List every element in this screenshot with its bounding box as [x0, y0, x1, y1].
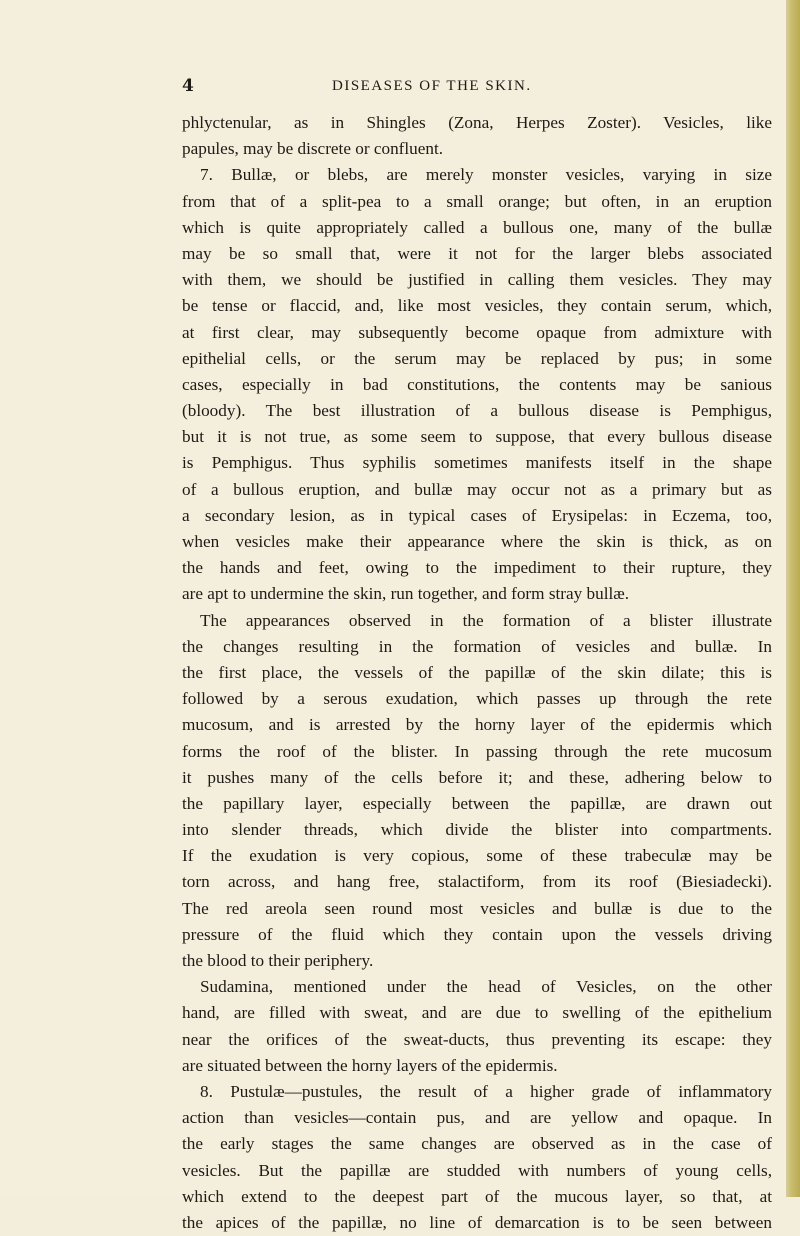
text-line: with them, we should be justified in calling them vesicles. They may	[182, 270, 772, 290]
text-line: torn across, and hang free, stalactiform, from its roof (Biesiadecki).	[182, 872, 772, 892]
text-line: it pushes many of the cells before it; and these, adhering below to	[182, 767, 772, 787]
text-line: pressure of the fluid which they contain upon the vessels driving	[182, 924, 772, 944]
text-line: the first place, the vessels of the papillæ of the skin dilate; this is	[182, 662, 772, 682]
text-line: vesicles. But the papillæ are studded with numbers of young cells,	[182, 1160, 772, 1180]
text-line: of a bullous eruption, and bullæ may occur not as a primary but as	[182, 479, 772, 499]
text-line: but it is not true, as some seem to suppose, that every bullous disease	[182, 427, 772, 447]
text-line: action than vesicles—contain pus, and are yellow and opaque. In	[182, 1108, 772, 1128]
text-line: the changes resulting in the formation of vesicles and bullæ. In	[182, 636, 772, 656]
text-line: cases, especially in bad constitutions, the contents may be sanious	[182, 374, 772, 394]
text-line: near the orifices of the sweat-ducts, thus preventing its escape: they	[182, 1029, 772, 1049]
text-line: followed by a serous exudation, which passes up through the rete	[182, 689, 772, 709]
text-line: The red areola seen round most vesicles and bullæ is due to the	[182, 898, 772, 918]
text-line: which is quite appropriately called a bullous one, many of the bullæ	[182, 217, 772, 237]
text-line: at first clear, may subsequently become opaque from admixture with	[182, 322, 772, 342]
page-number: 4	[182, 76, 194, 96]
text-line: into slender threads, which divide the blister into compartments.	[182, 820, 772, 840]
body-text	[182, 110, 772, 1236]
text-line: be tense or flaccid, and, like most vesicles, they contain serum, which,	[182, 296, 772, 316]
text-line: 7. Bullæ, or blebs, are merely monster vesicles, varying in size	[200, 165, 772, 185]
text-line: (bloody). The best illustration of a bullous disease is Pemphigus,	[182, 401, 772, 421]
text-line: are situated between the horny layers of the epidermis.	[182, 1055, 558, 1075]
running-title: DISEASES OF THE SKIN.	[332, 78, 532, 94]
text-line: 8. Pustulæ—pustules, the result of a higher grade of inflammatory	[200, 1081, 772, 1101]
text-line: which extend to the deepest part of the mucous layer, so that, at	[182, 1186, 772, 1206]
text-line: hand, are filled with sweat, and are due to swelling of the epithelium	[182, 1003, 772, 1023]
text-line: mucosum, and is arrested by the horny layer of the epidermis which	[182, 715, 772, 735]
text-line: If the exudation is very copious, some of these trabeculæ may be	[182, 846, 772, 866]
text-line: The appearances observed in the formation of a blister illustrate	[200, 610, 772, 630]
text-line: may be so small that, were it not for the larger blebs associated	[182, 243, 772, 263]
text-line: the apices of the papillæ, no line of demarcation is to be seen between	[182, 1212, 772, 1232]
text-line: is Pemphigus. Thus syphilis sometimes manifests itself in the shape	[182, 453, 772, 473]
page-header	[0, 76, 800, 100]
text-line: are apt to undermine the skin, run together, and form stray bullæ.	[182, 584, 630, 604]
text-line: forms the roof of the blister. In passing through the rete mucosum	[182, 741, 772, 761]
text-line: phlyctenular, as in Shingles (Zona, Herpes Zoster). Vesicles, like	[182, 113, 772, 132]
text-line: the papillary layer, especially between the papillæ, are drawn out	[182, 793, 772, 813]
page-edge	[786, 0, 800, 1197]
text-line: a secondary lesion, as in typical cases of Erysipelas: in Eczema, too,	[182, 505, 772, 525]
text-line: from that of a split-pea to a small orange; but often, in an eruption	[182, 191, 772, 211]
text-line: when vesicles make their appearance where the skin is thick, as on	[182, 532, 772, 551]
text-line: papules, may be discrete or confluent.	[182, 139, 444, 159]
text-line: the early stages the same changes are observed as in the case of	[182, 1134, 772, 1154]
text-line: the hands and feet, owing to the impediment to their rupture, they	[182, 558, 772, 578]
text-line: the blood to their periphery.	[182, 951, 374, 970]
text-line: epithelial cells, or the serum may be replaced by pus; in some	[182, 348, 772, 368]
text-line: Sudamina, mentioned under the head of Vesicles, on the other	[200, 977, 772, 997]
